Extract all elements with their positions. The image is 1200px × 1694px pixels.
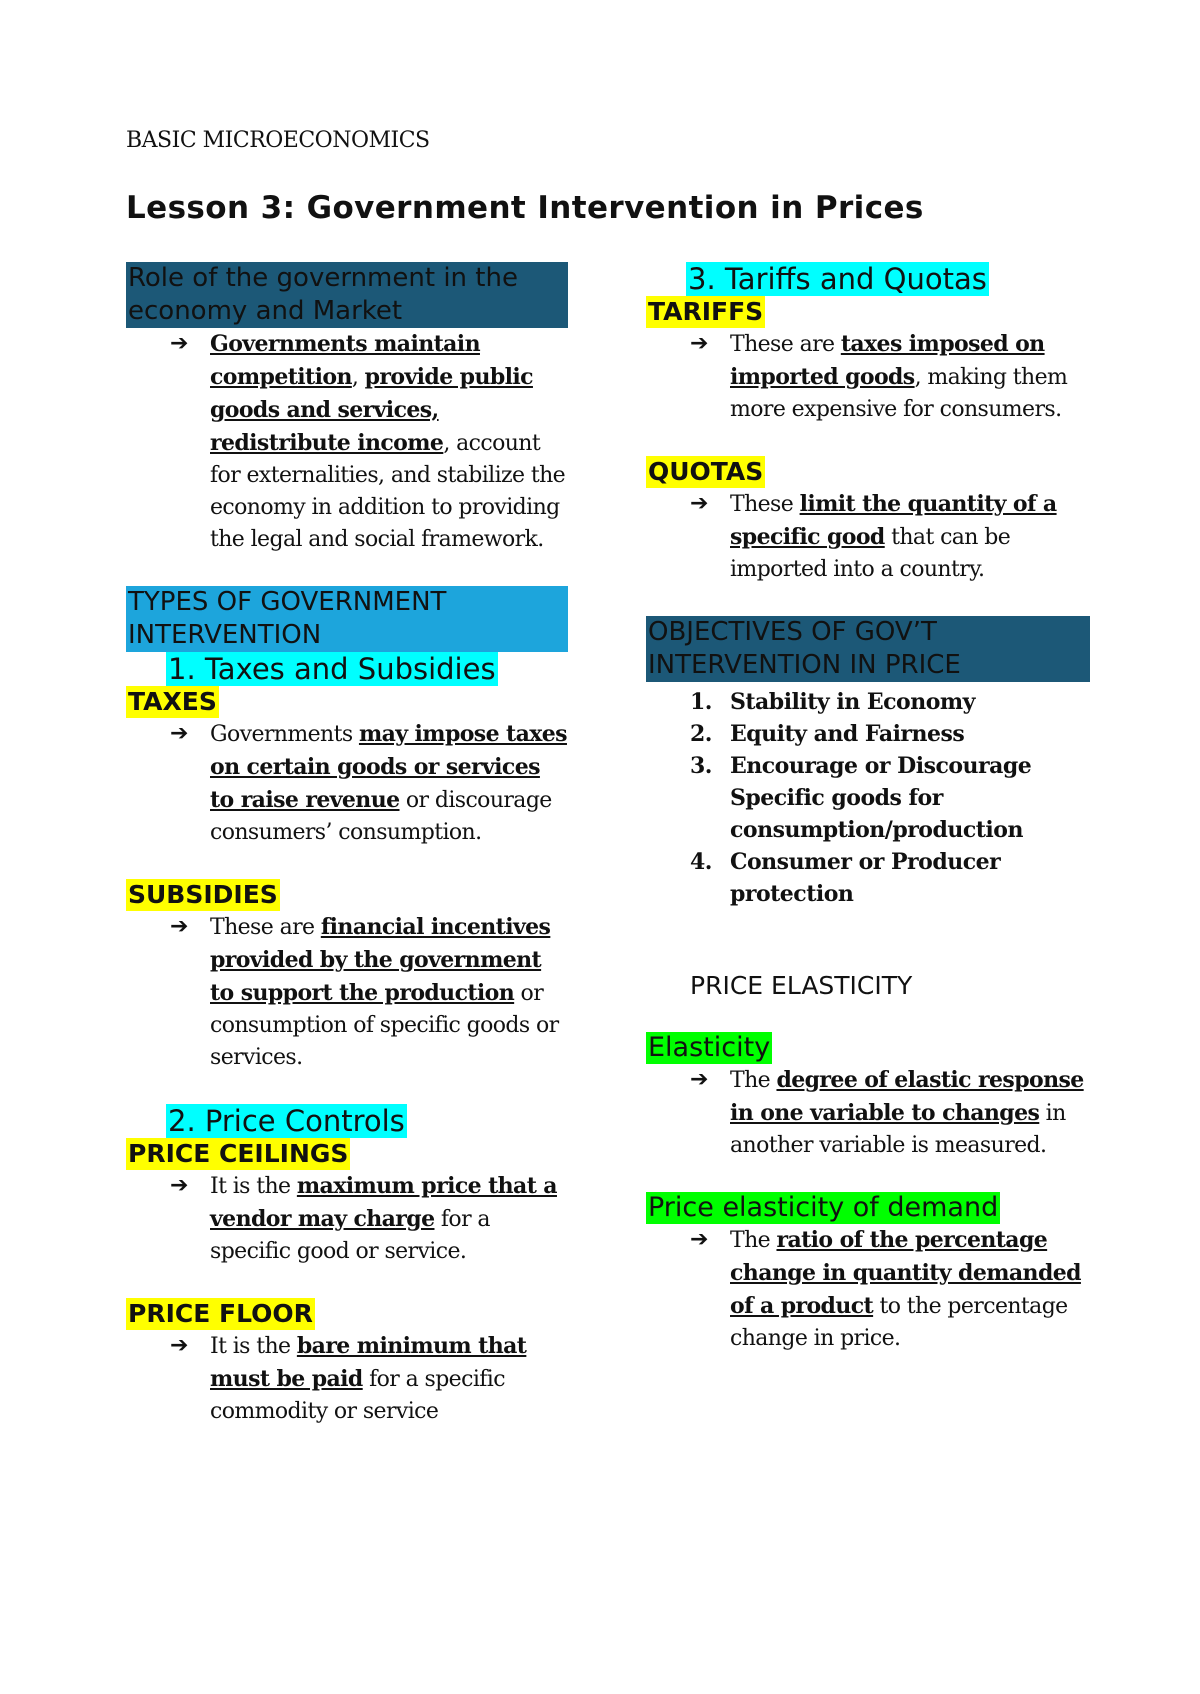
subsidies-bullet: ➔ These are financial incentives provided by the government to support the production or consumption of specific goods or services. <box>126 911 568 1074</box>
types-heading: TYPES OF GOVERNMENT INTERVENTION <box>126 586 568 652</box>
ped-bullet: ➔ The ratio of the percentage change in quantity demanded of a product to the percentage change in price. <box>646 1224 1090 1355</box>
arrow-icon: ➔ <box>170 1173 188 1198</box>
taxes-bullet: ➔ Governments may impose taxes on certain goods or services to raise revenue or discourage consumers’ consumption. <box>126 718 568 849</box>
role-bullet: ➔ Governments maintain competition, provide public goods and services, redistribute income, account for externalities, and stabilize the economy in addition to providing the legal and social framework. <box>126 328 568 556</box>
arrow-icon: ➔ <box>170 1333 188 1358</box>
elasticity-label: Elasticity <box>648 1032 771 1063</box>
objectives-list <box>646 686 1090 910</box>
tariffs-quotas-heading: 3. Tariffs and Quotas <box>688 262 987 296</box>
quotas-bullet: ➔ These limit the quantity of a specific good that can be imported into a country. <box>646 488 1090 586</box>
arrow-icon: ➔ <box>690 1067 708 1092</box>
price-ceilings-label: PRICE CEILINGS <box>128 1139 349 1168</box>
tariffs-label: TARIFFS <box>648 297 764 326</box>
list-item: 2. Equity and Fairness <box>690 721 965 747</box>
tariffs-bullet: ➔ These are taxes imposed on imported goods, making them more expensive for consumers. <box>646 328 1090 426</box>
taxes-subsidies-heading: 1. Taxes and Subsidies <box>168 652 496 686</box>
price-floor-label: PRICE FLOOR <box>128 1299 313 1328</box>
arrow-icon: ➔ <box>690 331 708 356</box>
elasticity-bullet: ➔ The degree of elastic response in one variable to changes in another variable is measured. <box>646 1064 1090 1162</box>
arrow-icon: ➔ <box>690 1227 708 1252</box>
objectives-heading: OBJECTIVES OF GOV’T INTERVENTION IN PRICE <box>646 616 1090 682</box>
list-item: 4. Consumer or Producer protection <box>690 849 1001 907</box>
role-heading: Role of the government in the economy and Market <box>126 262 568 328</box>
arrow-icon: ➔ <box>170 331 188 356</box>
price-controls-heading: 2. Price Controls <box>168 1104 405 1138</box>
role-u3: redistribute income <box>210 430 444 456</box>
course-title: BASIC MICROECONOMICS <box>126 128 430 153</box>
subsidies-label: SUBSIDIES <box>128 880 278 909</box>
price-elasticity-heading: PRICE ELASTICITY <box>690 971 913 1000</box>
price-ceilings-bullet: ➔ It is the maximum price that a vendor may charge for a specific good or service. <box>126 1170 568 1268</box>
lesson-title: Lesson 3: Government Intervention in Prices <box>126 190 924 226</box>
left-column <box>126 262 568 1428</box>
arrow-icon: ➔ <box>170 914 188 939</box>
role-u1: Governments maintain competition <box>210 331 480 390</box>
ped-label: Price elasticity of demand <box>648 1192 999 1223</box>
right-column <box>646 262 1090 1355</box>
arrow-icon: ➔ <box>690 491 708 516</box>
list-item: 3. Encourage or Discourage Specific goods for consumption/production <box>690 753 1032 843</box>
price-floor-bullet: ➔ It is the bare minimum that must be paid for a specific commodity or service <box>126 1330 568 1428</box>
list-item: 1. Stability in Economy <box>690 689 975 715</box>
role-u2: provide public goods and services, <box>210 364 533 423</box>
taxes-label: TAXES <box>128 687 217 716</box>
arrow-icon: ➔ <box>170 721 188 746</box>
quotas-label: QUOTAS <box>648 457 764 486</box>
